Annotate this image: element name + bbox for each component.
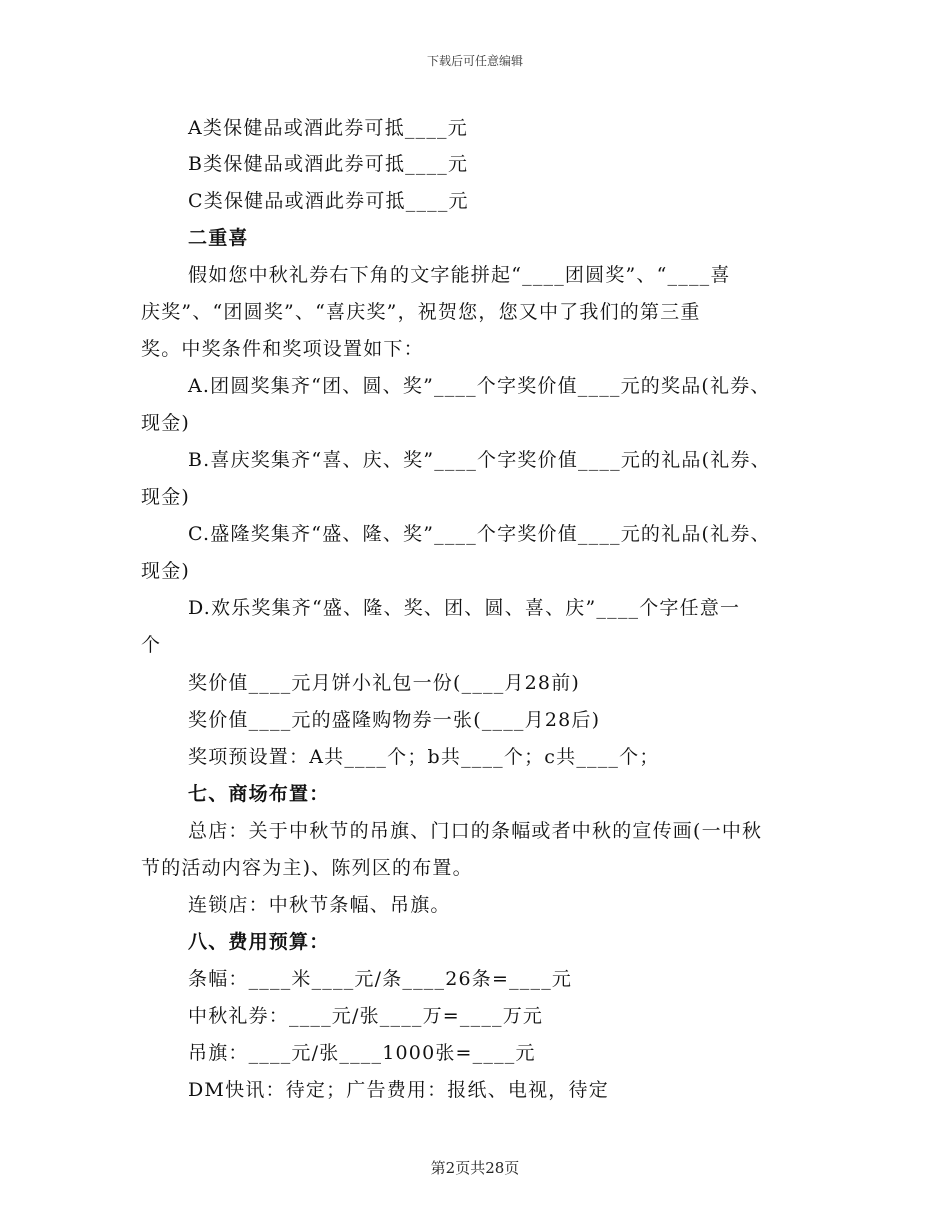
text-line: DM快讯：待定；广告费用：报纸、电视，待定 — [188, 1079, 609, 1101]
text-line: 个 — [141, 634, 162, 656]
text-line: 奖价值____元的盛隆购物券一张(____月28后) — [188, 709, 601, 731]
text-line: A.团圆奖集齐“团、圆、奖”____个字奖价值____元的奖品(礼券、 — [188, 375, 771, 397]
page-footer: 第2页共28页 — [430, 1159, 520, 1177]
page-header: 下载后可任意编辑 — [426, 54, 523, 68]
text-line: 现金) — [141, 560, 191, 582]
text-line: 现金) — [141, 412, 191, 434]
text-line: 庆奖”、“团圆奖”、“喜庆奖”，祝贺您，您又中了我们的第三重 — [141, 301, 701, 323]
text-line: 条幅：____米____元/条____26条=____元 — [188, 968, 573, 990]
text-line: 假如您中秋礼券右下角的文字能拼起“____团圆奖”、“____喜 — [188, 264, 731, 286]
text-line: D.欢乐奖集齐“盛、隆、奖、团、圆、喜、庆”____个字任意一 — [188, 597, 741, 619]
section-heading: 七、商场布置： — [188, 783, 330, 805]
text-line: 现金) — [141, 486, 191, 508]
text-line: 总店：关于中秋节的吊旗、门口的条幅或者中秋的宣传画(一中秋 — [188, 820, 763, 842]
text-line: C类保健品或酒此券可抵____元 — [188, 190, 469, 212]
text-line: 奖项预设置：A共____个；b共____个；c共____个； — [188, 746, 660, 768]
text-line: B.喜庆奖集齐“喜、庆、奖”____个字奖价值____元的礼品(礼券、 — [188, 449, 771, 471]
section-heading: 二重喜 — [188, 227, 249, 249]
text-line: B类保健品或酒此券可抵____元 — [188, 153, 469, 175]
text-line: 奖价值____元月饼小礼包一份(____月28前) — [188, 672, 581, 694]
text-line: 连锁店：中秋节条幅、吊旗。 — [188, 894, 451, 916]
text-line: C.盛隆奖集齐“盛、隆、奖”____个字奖价值____元的礼品(礼券、 — [188, 523, 771, 545]
text-line: 奖。中奖条件和奖项设置如下： — [141, 338, 424, 360]
text-line: 节的活动内容为主)、陈列区的布置。 — [141, 857, 473, 879]
section-heading: 八、费用预算： — [188, 931, 330, 953]
text-line: 吊旗：____元/张____1000张=____元 — [188, 1042, 536, 1064]
text-line: 中秋礼券：____元/张____万=____万元 — [188, 1005, 544, 1027]
text-line: A类保健品或酒此券可抵____元 — [188, 117, 468, 139]
